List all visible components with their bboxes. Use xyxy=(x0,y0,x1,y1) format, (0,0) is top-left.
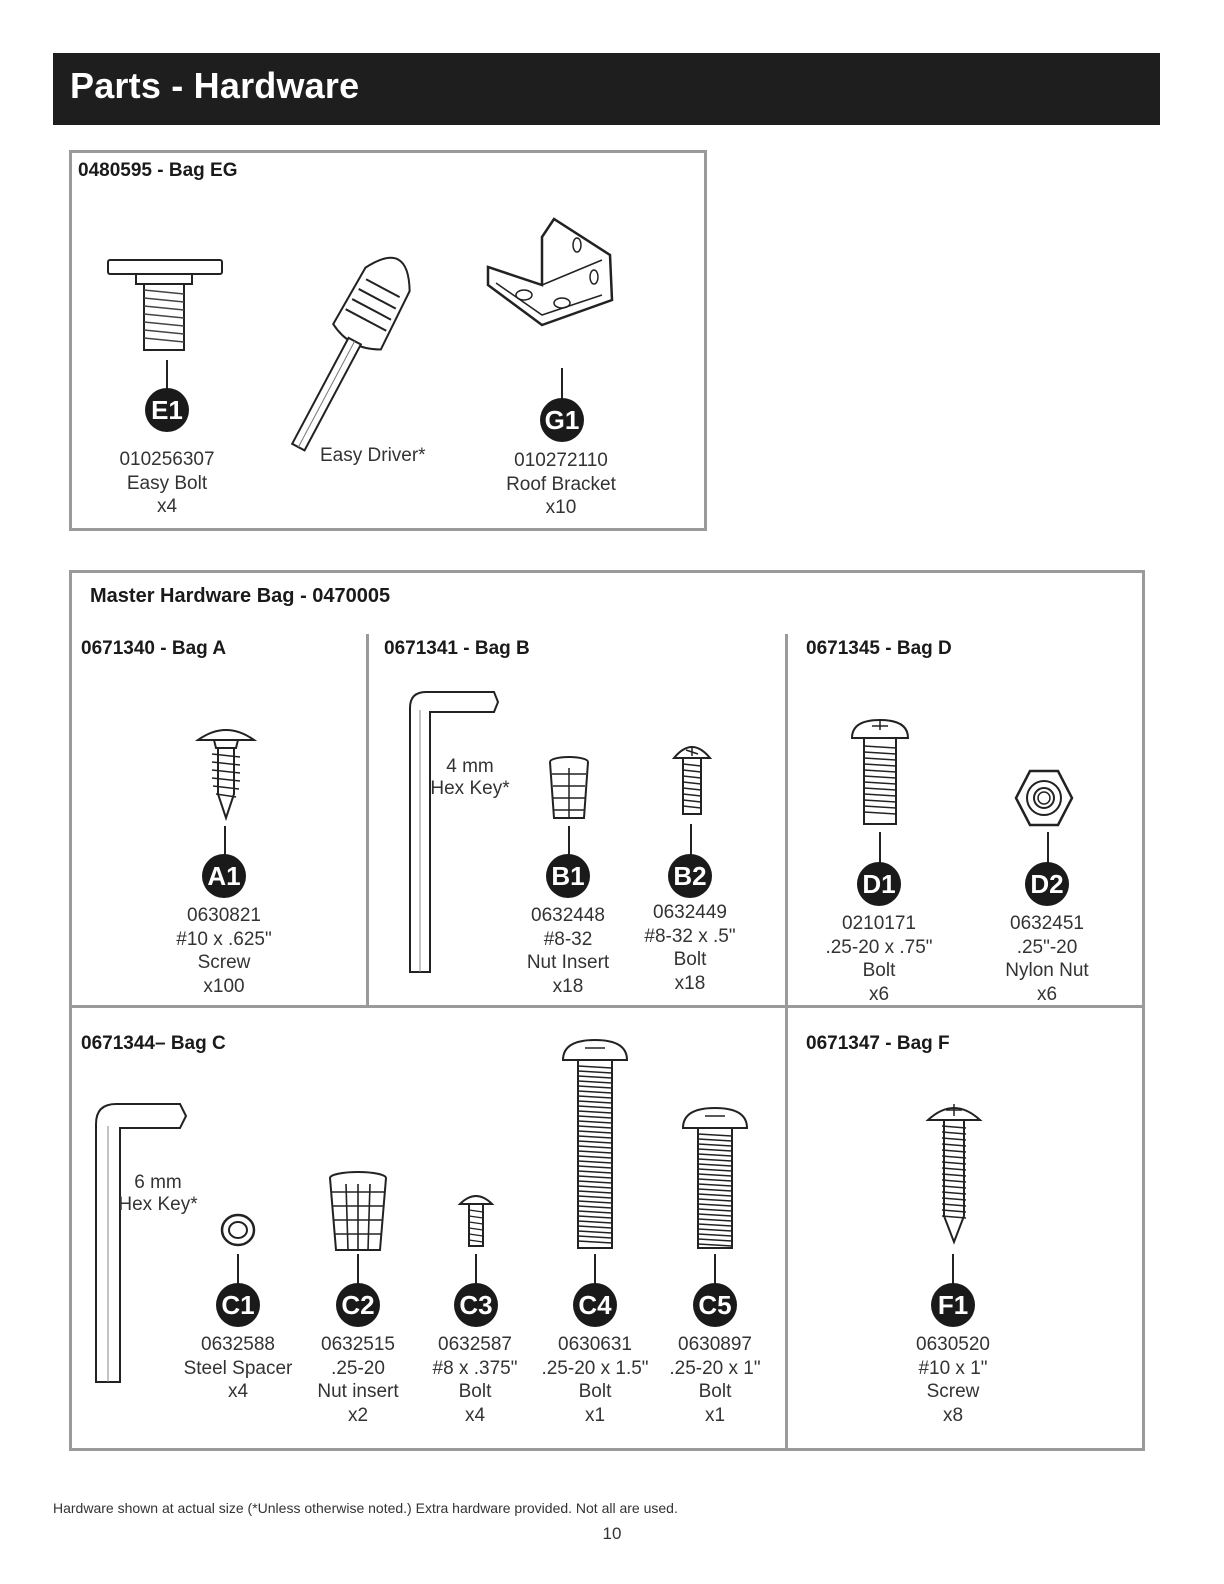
leader-line-d2 xyxy=(1047,832,1049,864)
master-bag-title: Master Hardware Bag - 0470005 xyxy=(90,585,391,607)
nut-insert-c2-illustration xyxy=(327,1170,389,1254)
leader-line-c5 xyxy=(714,1254,716,1284)
leader-line-d1 xyxy=(879,832,881,864)
part-name: Nut insert xyxy=(317,1381,399,1402)
part-qty: x4 xyxy=(156,496,178,517)
part-qty: x8 xyxy=(942,1404,964,1426)
part-number: 0632587 xyxy=(438,1334,512,1355)
badge-c4: C4 xyxy=(573,1283,617,1327)
screw-f1-illustration xyxy=(926,1102,982,1246)
nut-insert-b1-illustration xyxy=(547,756,591,822)
badge-e1: E1 xyxy=(145,388,189,432)
easy-bolt-illustration xyxy=(106,258,226,358)
caption-c3 xyxy=(415,1333,535,1427)
part-qty: x1 xyxy=(704,1404,726,1426)
caption-a1 xyxy=(154,904,294,998)
bag-c-title: 0671344– Bag C xyxy=(81,1033,226,1054)
badge-b2: B2 xyxy=(668,854,712,898)
bag-d-title: 0671345 - Bag D xyxy=(806,638,952,659)
caption-d2 xyxy=(987,912,1107,1006)
caption-g1 xyxy=(496,449,626,520)
badge-a1: A1 xyxy=(202,854,246,898)
part-size: .25-20 x 1" xyxy=(669,1357,761,1379)
part-number: 0632515 xyxy=(321,1334,395,1355)
bolt-c5-illustration xyxy=(681,1104,749,1250)
divider-horizontal xyxy=(69,1005,1145,1008)
divider-a-b xyxy=(366,634,369,1008)
part-name: Roof Bracket xyxy=(506,473,616,495)
caption-c2 xyxy=(298,1333,418,1427)
badge-c5: C5 xyxy=(693,1283,737,1327)
part-number: 0632448 xyxy=(531,905,605,926)
leader-line-f1 xyxy=(952,1254,954,1284)
part-size: .25-20 x .75" xyxy=(825,936,933,958)
part-name: Nylon Nut xyxy=(1005,960,1089,981)
leader-line-b2 xyxy=(690,824,692,856)
bolt-b2-illustration xyxy=(672,742,712,816)
part-name: Bolt xyxy=(673,949,707,970)
badge-d1: D1 xyxy=(857,862,901,906)
hex-key-name: Hex Key* xyxy=(118,1194,198,1215)
badge-c2: C2 xyxy=(336,1283,380,1327)
bag-b-title: 0671341 - Bag B xyxy=(384,638,530,659)
caption-b2 xyxy=(630,901,750,995)
badge-d2: D2 xyxy=(1025,862,1069,906)
caption-c4 xyxy=(525,1333,665,1427)
part-qty: x6 xyxy=(1036,983,1058,1005)
hex-key-size: 4 mm xyxy=(446,756,494,777)
part-name: Easy Bolt xyxy=(126,472,208,494)
hex-key-name: Hex Key* xyxy=(430,778,510,799)
bolt-d1-illustration xyxy=(848,716,912,828)
leader-line-e1 xyxy=(166,360,168,390)
page-title: Parts - Hardware xyxy=(70,65,360,106)
caption-e1 xyxy=(107,448,227,519)
hex-key-6mm-label xyxy=(116,1172,200,1216)
part-size: #8-32 x .5" xyxy=(644,925,736,947)
part-number: 010256307 xyxy=(119,449,215,470)
part-size: #10 x .625" xyxy=(176,928,272,950)
badge-f1: F1 xyxy=(931,1283,975,1327)
hex-key-size: 6 mm xyxy=(134,1172,182,1193)
part-qty: x4 xyxy=(464,1404,486,1426)
divider-b-d xyxy=(785,634,788,1450)
leader-line-b1 xyxy=(568,826,570,856)
part-size: .25-20 x 1.5" xyxy=(541,1357,649,1379)
bag-a-title: 0671340 - Bag A xyxy=(81,638,227,659)
bolt-c3-illustration xyxy=(458,1192,494,1248)
part-number: 0632449 xyxy=(653,902,727,923)
caption-c1 xyxy=(173,1333,303,1404)
caption-c5 xyxy=(655,1333,775,1427)
part-number: 0632588 xyxy=(201,1334,275,1355)
part-size: #10 x 1" xyxy=(918,1357,988,1379)
part-number: 010272110 xyxy=(514,450,608,471)
page-number: 10 xyxy=(602,1524,622,1543)
part-name: Bolt xyxy=(698,1381,732,1402)
part-qty: x1 xyxy=(584,1404,606,1426)
part-size: .25"-20 xyxy=(1016,936,1078,958)
easy-driver-label: Easy Driver* xyxy=(320,445,426,466)
bag-eg-title: 0480595 - Bag EG xyxy=(78,160,238,181)
bolt-c4-illustration xyxy=(561,1036,629,1250)
nylon-nut-d2-illustration xyxy=(1014,768,1074,828)
leader-line-c1 xyxy=(237,1254,239,1284)
part-number: 0630631 xyxy=(558,1334,632,1355)
hex-key-4mm-illustration xyxy=(406,688,502,978)
part-qty: x18 xyxy=(674,972,706,994)
part-number: 0630897 xyxy=(678,1334,752,1355)
part-number: 0630520 xyxy=(916,1334,990,1355)
part-qty: x4 xyxy=(227,1381,249,1402)
part-name: Bolt xyxy=(578,1381,612,1402)
part-number: 0630821 xyxy=(187,905,261,926)
leader-line-c4 xyxy=(594,1254,596,1284)
part-name: Screw xyxy=(926,1381,980,1402)
leader-line-a1 xyxy=(224,826,226,856)
part-number: 0210171 xyxy=(842,913,916,934)
part-name: Nut Insert xyxy=(526,952,610,973)
leader-line-c3 xyxy=(475,1254,477,1284)
part-qty: x18 xyxy=(552,975,584,997)
steel-spacer-c1-illustration xyxy=(219,1212,257,1248)
screw-a1-illustration xyxy=(196,726,256,820)
part-name: Bolt xyxy=(862,960,896,981)
part-qty: x2 xyxy=(347,1404,369,1426)
part-number: 0632451 xyxy=(1010,913,1084,934)
leader-line-g1 xyxy=(561,368,563,400)
easy-driver-illustration xyxy=(265,230,435,470)
part-qty: x6 xyxy=(868,983,890,1005)
badge-c1: C1 xyxy=(216,1283,260,1327)
badge-g1: G1 xyxy=(540,398,584,442)
page-header xyxy=(53,53,1160,125)
hex-key-4mm-label xyxy=(428,756,512,800)
leader-line-c2 xyxy=(357,1254,359,1284)
part-size: #8 x .375" xyxy=(432,1357,518,1379)
part-name: Bolt xyxy=(458,1381,492,1402)
badge-b1: B1 xyxy=(546,854,590,898)
caption-b1 xyxy=(508,904,628,998)
badge-c3: C3 xyxy=(454,1283,498,1327)
part-name: Screw xyxy=(197,952,251,973)
caption-f1 xyxy=(893,1333,1013,1427)
part-name: Steel Spacer xyxy=(183,1357,293,1379)
part-size: #8-32 xyxy=(543,928,593,950)
caption-d1 xyxy=(809,912,949,1006)
part-size: .25-20 xyxy=(331,1357,385,1379)
part-qty: x100 xyxy=(203,975,245,997)
footnote: Hardware shown at actual size (*Unless otherwise noted.) Extra hardware provided. Not all are used. xyxy=(53,1500,678,1516)
bag-f-title: 0671347 - Bag F xyxy=(806,1033,950,1054)
roof-bracket-illustration xyxy=(482,215,622,355)
part-qty: x10 xyxy=(545,497,577,518)
